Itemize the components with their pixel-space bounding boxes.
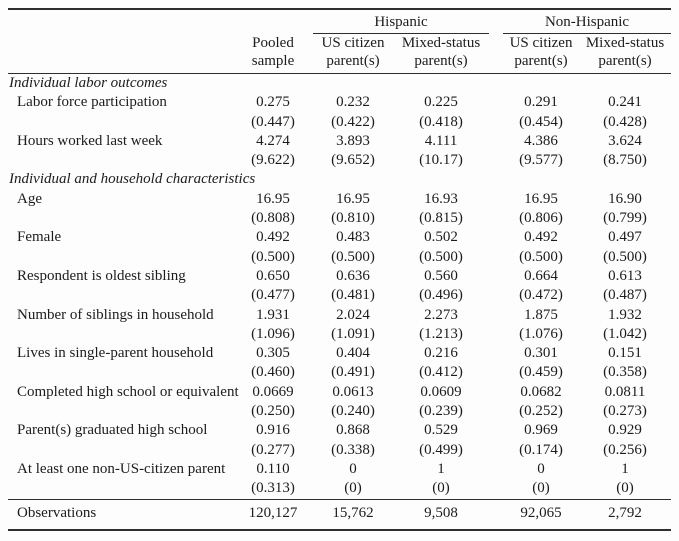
mean-value: 0.0613 xyxy=(332,383,374,400)
blank-cell xyxy=(8,151,233,170)
sd-value: (1.042) xyxy=(603,325,647,342)
mean-value: 0.868 xyxy=(336,422,370,439)
sd-value: (1.213) xyxy=(419,325,463,342)
variable-mean-row xyxy=(8,228,671,247)
sd-value: (1.091) xyxy=(331,325,375,342)
mean-value: 0.560 xyxy=(424,267,458,284)
blank-cell xyxy=(8,363,233,382)
sd-value: (0.500) xyxy=(603,248,647,265)
sd-value: (0.428) xyxy=(603,113,647,130)
sd-value: (0.500) xyxy=(331,248,375,265)
variable-label: Age xyxy=(17,190,42,207)
sd-value: (0.799) xyxy=(603,210,647,227)
section-header-row xyxy=(8,170,671,189)
mean-value: 1.932 xyxy=(608,306,642,323)
observations-value: 9,508 xyxy=(393,499,489,530)
variable-mean-row xyxy=(8,190,671,209)
sd-value: (0.481) xyxy=(331,287,375,304)
blank-cell xyxy=(8,209,233,228)
variable-sd-row xyxy=(8,479,671,499)
mean-value: 0.0682 xyxy=(520,383,562,400)
sd-value: (0) xyxy=(432,480,450,497)
mean-value: 0.151 xyxy=(608,345,642,362)
observations-value: 120,127 xyxy=(233,499,313,530)
sd-value: (0.454) xyxy=(519,113,563,130)
blank-cell xyxy=(8,9,233,34)
observations-value: 15,762 xyxy=(313,499,393,530)
mean-value: 0.664 xyxy=(524,267,558,284)
blank-cell xyxy=(8,113,233,132)
group-gap xyxy=(489,383,503,402)
group-gap xyxy=(489,441,503,460)
sd-value: (0.477) xyxy=(251,287,295,304)
column-header-hispanic-us-citizen: US citizen parent(s) xyxy=(313,34,393,74)
observations-value: 2,792 xyxy=(579,499,671,530)
mean-value: 0.216 xyxy=(424,345,458,362)
sd-value: (0.422) xyxy=(331,113,375,130)
mean-value: 0.0669 xyxy=(252,383,294,400)
mean-value: 0.492 xyxy=(524,229,558,246)
section-title: Individual and household characteristics xyxy=(9,171,256,188)
mean-value: 0.301 xyxy=(524,345,558,362)
group-gap xyxy=(489,93,503,112)
variable-mean-row xyxy=(8,306,671,325)
group-gap xyxy=(489,151,503,170)
variable-sd-row xyxy=(8,363,671,382)
column-header-nonhispanic-us-citizen: US citizen parent(s) xyxy=(503,34,579,74)
paper-page xyxy=(0,8,679,541)
mean-value: 0.0609 xyxy=(420,383,462,400)
sd-value: (0.460) xyxy=(251,364,295,381)
mean-value: 2.024 xyxy=(336,306,370,323)
sd-value: (0.174) xyxy=(519,441,563,458)
variable-sd-row xyxy=(8,151,671,170)
group-gap xyxy=(489,113,503,132)
variable-mean-row xyxy=(8,93,671,112)
sd-value: (0.806) xyxy=(519,210,563,227)
sd-value: (0.273) xyxy=(603,403,647,420)
mean-value: 4.386 xyxy=(524,132,558,149)
blank-cell xyxy=(8,34,233,74)
variable-label: Parent(s) graduated high school xyxy=(17,422,208,439)
mean-value: 0.225 xyxy=(424,94,458,111)
group-gap xyxy=(489,325,503,344)
observations-label: Observations xyxy=(8,499,233,530)
group-gap xyxy=(489,402,503,421)
sd-value: (0.240) xyxy=(331,403,375,420)
mean-value: 0.929 xyxy=(608,422,642,439)
mean-value: 0.916 xyxy=(256,422,290,439)
column-header-hispanic-mixed-status: Mixed-status parent(s) xyxy=(393,34,489,74)
sd-value: (9.577) xyxy=(519,152,563,169)
group-gap xyxy=(489,132,503,151)
blank-cell xyxy=(233,9,313,34)
mean-value: 0.0811 xyxy=(604,383,646,400)
variable-label: Hours worked last week xyxy=(17,132,163,149)
sd-value: (0.277) xyxy=(251,441,295,458)
sd-value: (0.338) xyxy=(331,441,375,458)
group-gap xyxy=(489,190,503,209)
sd-value: (0.500) xyxy=(251,248,295,265)
group-gap xyxy=(489,228,503,247)
sd-value: (0.815) xyxy=(419,210,463,227)
group-gap xyxy=(489,34,503,74)
sd-value: (0.256) xyxy=(603,441,647,458)
group-gap xyxy=(489,209,503,228)
sd-value: (0.499) xyxy=(419,441,463,458)
group-gap xyxy=(489,9,503,34)
mean-value: 0.275 xyxy=(256,94,290,111)
sd-value: (0.459) xyxy=(519,364,563,381)
variable-label: Female xyxy=(17,229,62,246)
sd-value: (0) xyxy=(532,480,550,497)
mean-value: 16.95 xyxy=(524,190,558,207)
variable-label: Respondent is oldest sibling xyxy=(17,267,186,284)
sd-value: (0.412) xyxy=(419,364,463,381)
group-header-row xyxy=(8,9,671,34)
mean-value: 16.93 xyxy=(424,190,458,207)
mean-value: 3.624 xyxy=(608,132,642,149)
sd-value: (0.250) xyxy=(251,403,295,420)
sd-value: (9.652) xyxy=(331,152,375,169)
mean-value: 0.232 xyxy=(336,94,370,111)
variable-label: Number of siblings in household xyxy=(17,306,214,323)
sd-value: (8.750) xyxy=(603,152,647,169)
variable-sd-row xyxy=(8,441,671,460)
mean-value: 2.273 xyxy=(424,306,458,323)
mean-value: 1.931 xyxy=(256,306,290,323)
variable-mean-row xyxy=(8,460,671,479)
sd-value: (1.076) xyxy=(519,325,563,342)
sd-value: (0.313) xyxy=(251,480,295,497)
sd-value: (0) xyxy=(616,480,634,497)
column-header-row xyxy=(8,34,671,74)
sd-value: (0.239) xyxy=(419,403,463,420)
group-gap xyxy=(489,421,503,440)
mean-value: 1 xyxy=(621,460,629,477)
group-gap xyxy=(489,363,503,382)
variable-sd-row xyxy=(8,209,671,228)
sd-value: (0.418) xyxy=(419,113,463,130)
mean-value: 0.305 xyxy=(256,345,290,362)
mean-value: 0.497 xyxy=(608,229,642,246)
variable-label: Completed high school or equivalent xyxy=(17,383,239,400)
mean-value: 0.613 xyxy=(608,267,642,284)
group-header-non-hispanic: Non-Hispanic xyxy=(503,9,671,34)
column-header-pooled-sample: Pooled sample xyxy=(233,34,313,74)
mean-value: 3.893 xyxy=(336,132,370,149)
variable-sd-row xyxy=(8,248,671,267)
mean-value: 16.90 xyxy=(608,190,642,207)
sd-value: (9.622) xyxy=(251,152,295,169)
mean-value: 4.274 xyxy=(256,132,290,149)
mean-value: 0.969 xyxy=(524,422,558,439)
column-header-nonhispanic-mixed-status: Mixed-status parent(s) xyxy=(579,34,671,74)
mean-value: 0.529 xyxy=(424,422,458,439)
mean-value: 0.404 xyxy=(336,345,370,362)
group-gap xyxy=(489,479,503,499)
sd-value: (10.17) xyxy=(419,152,463,169)
sd-value: (0.252) xyxy=(519,403,563,420)
mean-value: 1.875 xyxy=(524,306,558,323)
mean-value: 0.110 xyxy=(256,460,290,477)
sd-value: (0.500) xyxy=(519,248,563,265)
blank-cell xyxy=(8,325,233,344)
mean-value: 0.241 xyxy=(608,94,642,111)
mean-value: 16.95 xyxy=(336,190,370,207)
observations-row xyxy=(8,499,671,530)
mean-value: 0.492 xyxy=(256,229,290,246)
observations-value: 92,065 xyxy=(503,499,579,530)
group-gap xyxy=(489,344,503,363)
variable-sd-row xyxy=(8,286,671,305)
group-gap xyxy=(489,306,503,325)
variable-mean-row xyxy=(8,344,671,363)
mean-value: 0.483 xyxy=(336,229,370,246)
blank-cell xyxy=(8,248,233,267)
variable-label: Lives in single-parent household xyxy=(17,345,214,362)
sd-value: (0) xyxy=(344,480,362,497)
variable-sd-row xyxy=(8,113,671,132)
section-title: Individual labor outcomes xyxy=(9,75,168,91)
variable-mean-row xyxy=(8,383,671,402)
mean-value: 0.291 xyxy=(524,94,558,111)
variable-mean-row xyxy=(8,132,671,151)
sd-value: (0.447) xyxy=(251,113,295,130)
sd-value: (0.496) xyxy=(419,287,463,304)
mean-value: 0.650 xyxy=(256,267,290,284)
variable-label: Labor force participation xyxy=(17,94,167,111)
mean-value: 1 xyxy=(437,460,445,477)
sd-value: (0.810) xyxy=(331,210,375,227)
section-header-row xyxy=(8,74,671,94)
sd-value: (0.491) xyxy=(331,364,375,381)
sd-value: (0.472) xyxy=(519,287,563,304)
mean-value: 4.111 xyxy=(424,132,458,149)
sd-value: (0.808) xyxy=(251,210,295,227)
variable-label: At least one non-US-citizen parent xyxy=(17,460,226,477)
sd-value: (1.096) xyxy=(251,325,295,342)
sd-value: (0.500) xyxy=(419,248,463,265)
mean-value: 16.95 xyxy=(256,190,290,207)
mean-value: 0.636 xyxy=(336,267,370,284)
variable-sd-row xyxy=(8,325,671,344)
group-gap xyxy=(489,286,503,305)
variable-mean-row xyxy=(8,421,671,440)
mean-value: 0.502 xyxy=(424,229,458,246)
blank-cell xyxy=(8,402,233,421)
group-header-hispanic: Hispanic xyxy=(313,9,489,34)
blank-cell xyxy=(8,479,233,499)
mean-value: 0 xyxy=(537,460,545,477)
group-gap xyxy=(489,267,503,286)
mean-value: 0 xyxy=(349,460,357,477)
variable-sd-row xyxy=(8,402,671,421)
variable-mean-row xyxy=(8,267,671,286)
blank-cell xyxy=(8,286,233,305)
group-gap xyxy=(489,499,503,530)
group-gap xyxy=(489,248,503,267)
group-gap xyxy=(489,460,503,479)
sd-value: (0.358) xyxy=(603,364,647,381)
blank-cell xyxy=(8,441,233,460)
sd-value: (0.487) xyxy=(603,287,647,304)
summary-statistics-table xyxy=(8,8,671,531)
